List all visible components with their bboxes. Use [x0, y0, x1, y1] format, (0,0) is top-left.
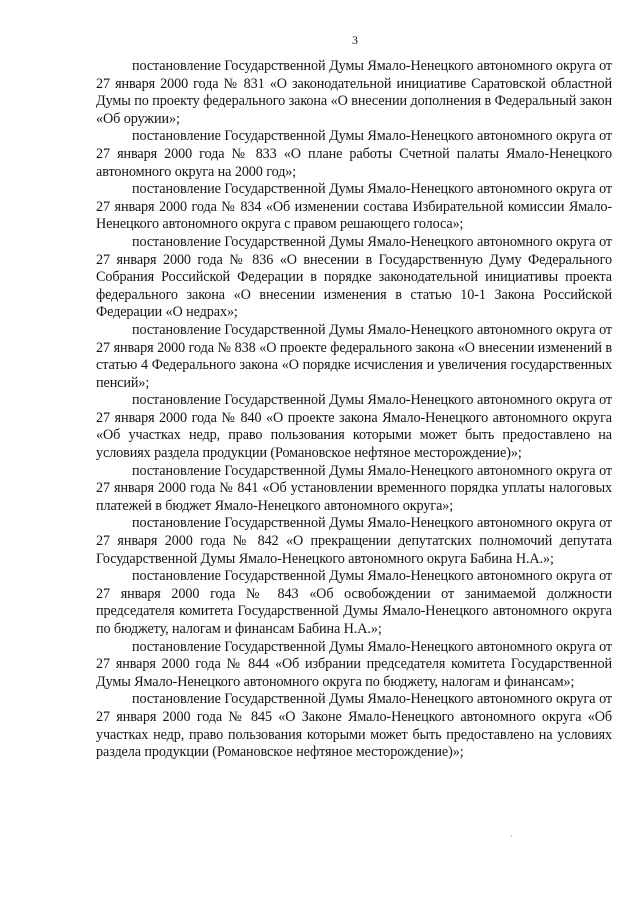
list-item: постановление Государственной Думы Ямало-Ненецкого автономного округа от 27 января 2000 года № 843 «Об освобождении от занимаемой должности председателя комитета Государственной Думы Ямало-Ненецкого автономного округа по бюджету, налогам и финансам Бабина Н.А.»; — [96, 568, 612, 637]
document-body — [96, 58, 612, 762]
list-item: постановление Государственной Думы Ямало-Ненецкого автономного округа от 27 января 2000 года № 842 «О прекращении депутатских полномочий депутата Государственной Думы Ямало-Ненецкого автономного округа Бабина Н.А.»; — [96, 515, 612, 567]
list-item: постановление Государственной Думы Ямало-Ненецкого автономного округа от 27 января 2000 года № 834 «Об изменении состава Избирательной комиссии Ямало-Ненецкого автономного округа с правом решающего голоса»; — [96, 181, 612, 233]
list-item: постановление Государственной Думы Ямало-Ненецкого автономного округа от 27 января 2000 года № 831 «О законодательной инициативе Саратовской областной Думы по проекту федерального закона «О внесении дополнения в Федеральный закон «Об оружии»; — [96, 58, 612, 127]
list-item: постановление Государственной Думы Ямало-Ненецкого автономного округа от 27 января 2000 года № 833 «О плане работы Счетной палаты Ямало-Ненецкого автономного округа на 2000 год»; — [96, 128, 612, 180]
list-item: постановление Государственной Думы Ямало-Ненецкого автономного округа от 27 января 2000 года № 841 «Об установлении временного порядка уплаты налоговых платежей в бюджет Ямало-Ненецкого автономного округа»; — [96, 462, 612, 514]
scan-mark: · — [510, 832, 513, 841]
list-item: постановление Государственной Думы Ямало-Ненецкого автономного округа от 27 января 2000 года № 845 «О Законе Ямало-Ненецкого автономного округа «Об участках недр, право пользования которыми может быть предоставлено на условиях раздела продукции (Романовское нефтяное месторождение)»; — [96, 691, 612, 761]
list-item: постановление Государственной Думы Ямало-Ненецкого автономного округа от 27 января 2000 года № 840 «О проекте закона Ямало-Ненецкого автономного округа «Об участках недр, право пользования которыми может быть предоставлено на условиях раздела продукции (Романовское нефтяное месторождение)»; — [96, 392, 612, 462]
list-item: постановление Государственной Думы Ямало-Ненецкого автономного округа от 27 января 2000 года № 838 «О проекте федерального закона «О внесении изменений в статью 4 Федерального закона «О порядке исчисления и увеличения государственных пенсий»; — [96, 321, 612, 391]
page-number: 3 — [352, 33, 358, 47]
list-item: постановление Государственной Думы Ямало-Ненецкого автономного округа от 27 января 2000 года № 836 «О внесении в Государственную Думу Федерального Собрания Российской Федерации в порядке законодательной инициативы проекта федерального закона «О внесении изменения в статью 10-1 Закона Российской Федерации «О недрах»; — [96, 233, 612, 321]
list-item: постановление Государственной Думы Ямало-Ненецкого автономного округа от 27 января 2000 года № 844 «Об избрании председателя комитета Государственной Думы Ямало-Ненецкого автономного округа по бюджету, налогам и финансам»; — [96, 638, 612, 690]
